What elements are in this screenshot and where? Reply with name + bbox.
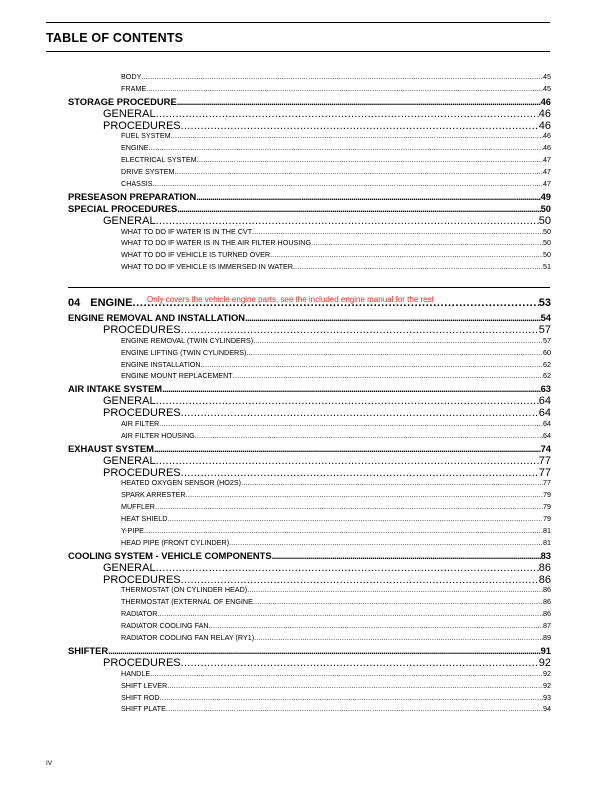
toc-entry-title: AIR INTAKE SYSTEM [68,383,163,395]
toc-entry-level1[interactable] [68,191,551,203]
toc-entry-level3[interactable] [68,585,551,597]
leader-dots [141,72,543,81]
leader-dots [181,574,539,586]
toc-entry-level2[interactable] [68,324,551,336]
page-number: IV [46,760,53,767]
toc-entry-level3[interactable] [68,155,551,167]
toc-entry-level3[interactable] [68,478,551,490]
toc-entry-level3[interactable] [68,348,551,360]
toc-entry-level3[interactable] [68,336,551,348]
toc-entry-page: 57 [543,335,551,345]
toc-entry-page: 89 [543,633,551,643]
leader-dots [270,250,543,259]
toc-entry-page: 62 [543,371,551,381]
toc-entry-page: 64 [538,395,551,408]
toc-entry-page: 46 [538,107,551,120]
toc-entry-title: WHAT TO DO IF VEHICLE IS IMMERSED IN WATER [121,262,293,272]
toc-entry-level2[interactable] [68,562,551,574]
toc-entry-page: 47 [543,167,551,177]
leader-dots [201,360,543,369]
leader-dots [156,455,539,467]
leader-dots [181,657,539,669]
toc-entry-title: THERMOSTAT (ON CYLINDER HEAD) [121,585,248,595]
toc-entry-level3[interactable] [68,143,551,155]
toc-entry-page: 49 [540,190,551,202]
toc-entry-page: 92 [543,680,551,690]
leader-dots [156,108,539,120]
leader-dots [156,215,539,227]
toc-entry-level3[interactable] [68,526,551,538]
toc-entry-title: MUFFLER [121,502,155,512]
toc-entry-page: 46 [543,143,551,153]
toc-entry-level2[interactable] [68,215,551,227]
toc-entry-title: SHIFT PLATE [121,704,166,714]
toc-entry-title: DRIVE SYSTEM [121,167,175,177]
toc-entry-title: ENGINE MOUNT REPLACEMENT [121,371,233,381]
toc-entry-title: EXHAUST SYSTEM [68,442,154,454]
toc-entry-page: 77 [543,478,551,488]
leader-dots [177,96,541,107]
toc-entry-title: THERMOSTAT (EXTERNAL OF ENGINE [121,597,253,607]
header-rule [46,51,550,52]
toc-entry-page: 77 [538,466,551,479]
toc-list-bottom [68,312,551,716]
toc-entry-page: 93 [543,692,551,702]
toc-entry-page: 50 [543,250,551,260]
toc-entry-title: CHASSIS [121,179,153,189]
toc-entry-title: WHAT TO DO IF WATER IS IN THE CVT [121,226,253,236]
toc-entry-page: 60 [543,347,551,357]
chapter-title: ENGINE [90,297,133,309]
leader-dots [197,155,543,164]
toc-chapter-entry[interactable] [68,297,551,313]
leader-dots [171,131,543,140]
toc-entry-page: 79 [543,490,551,500]
leader-dots [166,704,543,713]
leader-dots [181,407,539,419]
toc-entry-level1[interactable] [68,312,551,324]
toc-entry-level1[interactable] [68,443,551,455]
toc-entry-level2[interactable] [68,467,551,479]
leader-dots [245,312,540,323]
toc-entry-title: ENGINE [121,143,149,153]
toc-entry-title: HEAD PIPE (FRONT CYLINDER) [121,537,230,547]
toc-entry-title: AIR FILTER HOUSING [121,430,195,440]
toc-entry-page: 47 [543,179,551,189]
toc-entry-level3[interactable] [68,597,551,609]
toc-entry-level2[interactable] [68,407,551,419]
toc-entry-page: 46 [538,119,551,132]
leader-dots [167,514,543,523]
toc-entry-level1[interactable] [68,203,551,215]
toc-entry-page: 50 [543,238,551,248]
leader-dots [229,538,543,547]
toc-entry-page: 74 [540,442,551,454]
top-rule [46,22,550,23]
toc-entry-level3[interactable] [68,262,551,274]
leader-dots [159,419,543,428]
toc-entry-title: GENERAL [103,561,156,574]
toc-entry-title: PRESEASON PREPARATION [68,190,197,202]
leader-dots [272,550,541,561]
toc-entry-page: 50 [538,214,551,227]
toc-entry-page: 86 [543,609,551,619]
toc-entry-title: COOLING SYSTEM - VEHICLE COMPONENTS [68,549,272,561]
leader-dots [181,120,539,132]
toc-entry-title: SPARK ARRESTER [121,490,186,500]
toc-entry-page: 87 [543,621,551,631]
toc-entry-level3[interactable] [68,633,551,645]
toc-entry-page: 79 [543,502,551,512]
leader-dots [252,227,543,236]
toc-entry-level1[interactable] [68,645,551,657]
chapter-separator [68,287,550,288]
leader-dots [241,478,543,487]
toc-entry-level3[interactable] [68,227,551,239]
toc-entry-title: PROCEDURES [103,573,181,586]
toc-entry-level3[interactable] [68,360,551,372]
toc-entry-level2[interactable] [68,574,551,586]
toc-entry-title: PROCEDURES [103,119,181,132]
toc-entry-title: ELECTRICAL SYSTEM [121,155,197,165]
toc-entry-page: 45 [543,72,551,81]
toc-entry-title: SHIFT LEVER [121,680,168,690]
leader-dots [177,203,540,214]
leader-dots [160,693,543,702]
toc-entry-title: ENGINE REMOVAL AND INSTALLATION [68,312,246,323]
toc-entry-page: 92 [538,656,551,669]
leader-dots [108,645,540,656]
toc-entry-title: RADIATOR COOLING FAN RELAY (RY1) [121,633,255,643]
toc-entry-title: PROCEDURES [103,407,181,420]
leader-dots [247,585,543,594]
leader-dots [154,443,541,454]
leader-dots [311,238,543,247]
leader-dots [156,562,539,574]
toc-entry-level3[interactable] [68,609,551,621]
toc-entry-page: 46 [543,131,551,141]
leader-dots [181,324,539,336]
toc-entry-page: 51 [543,262,551,272]
toc-entry-title: HANDLE [121,668,151,678]
leader-dots [181,467,539,479]
leader-dots [153,179,543,188]
toc-entry-title: GENERAL [103,395,156,408]
toc-entry-level3[interactable] [68,84,551,96]
toc-entry-page: 64 [538,407,551,420]
leader-dots [162,383,540,394]
toc-entry-title: GENERAL [103,214,156,227]
toc-entry-level2[interactable] [68,108,551,120]
toc-entry-page: 86 [538,573,551,586]
leader-dots [146,84,543,93]
toc-entry-title: ENGINE INSTALLATION [121,359,201,369]
toc-entry-level2[interactable] [68,455,551,467]
toc-entry-level3[interactable] [68,681,551,693]
toc-entry-title: GENERAL [103,454,156,467]
leader-dots [254,633,543,642]
toc-list-top [68,72,551,274]
toc-entry-level3[interactable] [68,250,551,262]
leader-dots [155,502,543,511]
leader-dots [233,371,543,380]
toc-entry-page: 47 [543,155,551,165]
toc-entry-title: HEATED OXYGEN SENSOR (HO2S) [121,478,242,488]
toc-entry-level2[interactable] [68,657,551,669]
leader-dots [175,167,543,176]
toc-entry-level3[interactable] [68,179,551,191]
toc-entry-page: 77 [538,454,551,467]
toc-entry-level1[interactable] [68,383,551,395]
toc-entry-page: 86 [543,585,551,595]
toc-entry-level3[interactable] [68,431,551,443]
toc-entry-level3[interactable] [68,621,551,633]
toc-entry-level2[interactable] [68,120,551,132]
leader-dots [144,526,543,535]
toc-entry-level3[interactable] [68,502,551,514]
toc-entry-title: PROCEDURES [103,466,181,479]
toc-entry-level3[interactable] [68,371,551,383]
leader-dots [293,262,543,271]
toc-entry-title: HEAT SHIELD [121,514,168,524]
leader-dots [209,621,543,630]
toc-entry-page: 50 [540,202,551,214]
leader-dots [196,191,540,202]
toc-entry-title: FRAME [121,83,147,93]
leader-dots [195,431,543,440]
toc-entry-page: 62 [543,359,551,369]
chapter-number: 04 [68,297,81,309]
toc-entry-level3[interactable] [68,538,551,550]
toc-entry-title: ENGINE LIFTING (TWIN CYLINDERS) [121,347,247,357]
toc-entry-page: 86 [543,597,551,607]
toc-entry-page: 63 [540,383,551,395]
toc-entry-level3[interactable] [68,514,551,526]
toc-entry-page: 64 [543,419,551,429]
page-title: TABLE OF CONTENTS [46,31,184,45]
leader-dots [156,395,539,407]
toc-entry-title: SHIFTER [68,644,109,656]
leader-dots [150,669,543,678]
leader-dots [157,609,543,618]
toc-entry-level1[interactable] [68,550,551,562]
toc-entry-title: PROCEDURES [103,323,181,336]
toc-entry-page: 45 [543,83,551,93]
toc-entry-page: 81 [543,526,551,536]
leader-dots [253,597,543,606]
toc-entry-page: 92 [543,668,551,678]
toc-entry-level3[interactable] [68,419,551,431]
toc-entry-level3[interactable] [68,490,551,502]
leader-dots [149,143,543,152]
toc-entry-title: ENGINE REMOVAL (TWIN CYLINDERS) [121,335,254,345]
toc-entry-page: 46 [540,95,551,107]
toc-entry-title: FUEL SYSTEM [121,131,171,141]
toc-entry-title: WHAT TO DO IF WATER IS IN THE AIR FILTER HOUSING [121,238,312,248]
toc-entry-level3[interactable] [68,167,551,179]
toc-entry-title: RADIATOR COOLING FAN [121,621,209,631]
toc-entry-page: 57 [538,323,551,336]
chapter-annotation: Only covers the vehicle engine parts, see the included engine manual for the rest [147,295,434,304]
toc-entry-level1[interactable] [68,96,551,108]
toc-entry-page: 83 [540,549,551,561]
toc-entry-level3[interactable] [68,704,551,716]
toc-entry-title: SPECIAL PROCEDURES [68,202,178,214]
toc-entry-page: 94 [543,704,551,714]
toc-entry-page: 79 [543,514,551,524]
toc-entry-title: SHIFT ROD [121,692,160,702]
toc-entry-level3[interactable] [68,693,551,705]
toc-entry-title: RADIATOR [121,609,158,619]
leader-dots [253,336,543,345]
toc-entry-level3[interactable] [68,72,551,84]
toc-entry-title: BODY [121,72,142,81]
toc-entry-level2[interactable] [68,395,551,407]
toc-entry-title: AIR FILTER [121,419,160,429]
toc-entry-title: STORAGE PROCEDURE [68,95,177,107]
toc-entry-page: 91 [540,644,551,656]
toc-entry-title: WHAT TO DO IF VEHICLE IS TURNED OVER [121,250,271,260]
leader-dots [186,490,543,499]
toc-entry-page: 54 [540,312,551,323]
toc-entry-title: GENERAL [103,107,156,120]
toc-entry-page: 64 [543,430,551,440]
toc-entry-title: PROCEDURES [103,656,181,669]
toc-entry-level3[interactable] [68,238,551,250]
chapter-page: 53 [538,297,551,309]
toc-entry-level3[interactable] [68,131,551,143]
leader-dots [167,681,543,690]
toc-entry-page: 86 [538,561,551,574]
toc-entry-page: 81 [543,537,551,547]
toc-entry-level3[interactable] [68,669,551,681]
toc-entry-title: Y-PIPE [121,526,144,536]
toc-entry-page: 50 [543,226,551,236]
leader-dots [246,348,543,357]
